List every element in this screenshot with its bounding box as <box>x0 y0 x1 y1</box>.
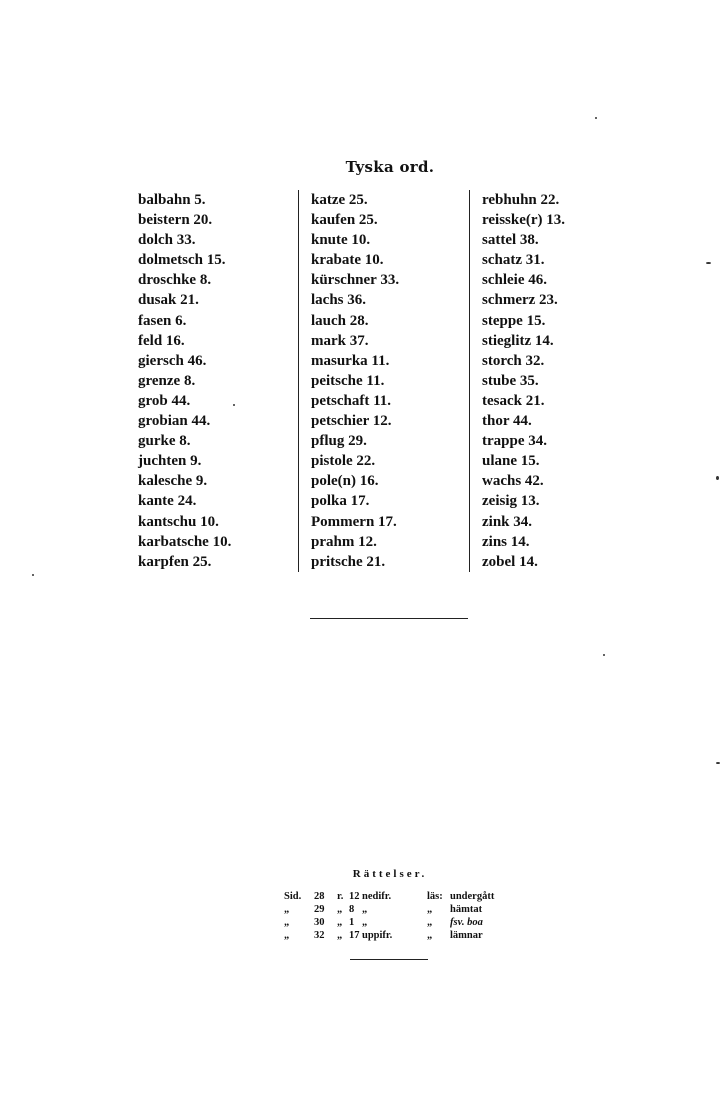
index-entry: pritsche 21. <box>311 553 386 570</box>
errata-sid: „ <box>284 917 290 928</box>
print-speck <box>595 117 597 119</box>
index-entry: zeisig 13. <box>482 493 540 510</box>
index-entry: petschier 12. <box>311 413 392 430</box>
index-column-1 <box>138 190 231 572</box>
errata-correction: undergått <box>450 891 495 902</box>
errata-correction: fsv. boa <box>450 917 483 928</box>
errata-correction: hämtat <box>450 904 483 915</box>
index-entry: droschke 8. <box>138 272 212 289</box>
index-entry: kantschu 10. <box>138 513 219 530</box>
index-column-2 <box>298 190 399 572</box>
index-entry: kaufen 25. <box>311 212 378 229</box>
index-entry: peitsche 11. <box>311 372 385 389</box>
index-entry: giersch 46. <box>138 352 207 369</box>
index-entry: steppe 15. <box>482 312 546 329</box>
errata-page: 29 <box>314 904 325 915</box>
errata-ref: „ <box>362 904 368 915</box>
index-entry: schatz 31. <box>482 252 545 269</box>
index-entry: grenze 8. <box>138 372 196 389</box>
index-entry: zink 34. <box>482 513 533 530</box>
index-entry: polka 17. <box>311 493 370 510</box>
index-entry: thor 44. <box>482 413 532 430</box>
index-entry: gurke 8. <box>138 433 191 450</box>
index-entry: dusak 21. <box>138 292 199 309</box>
errata-las: „ <box>427 930 433 941</box>
index-entry: zobel 14. <box>482 553 538 570</box>
errata-line: 8 <box>349 904 355 915</box>
index-entry: rebhuhn 22. <box>482 192 560 208</box>
errata-sid: „ <box>284 904 290 915</box>
errata-ref: nedifr. <box>362 891 392 902</box>
print-speck <box>233 404 235 406</box>
index-entry: storch 32. <box>482 352 545 369</box>
index-entry: dolmetsch 15. <box>138 252 226 269</box>
index-entry: reisske(r) 13. <box>482 212 566 229</box>
errata-line: 1 <box>349 917 355 928</box>
index-entry: fasen 6. <box>138 312 187 329</box>
errata-las: läs: <box>427 891 443 902</box>
index-entry: trappe 34. <box>482 433 547 450</box>
print-speck <box>706 262 711 264</box>
section-divider <box>310 618 468 619</box>
index-entry: Pommern 17. <box>311 513 397 530</box>
index-column-3 <box>469 190 565 572</box>
index-entry: juchten 9. <box>138 453 202 470</box>
index-entry: prahm 12. <box>311 533 377 550</box>
errata-page: 28 <box>314 891 325 902</box>
index-entry: knute 10. <box>311 232 371 249</box>
index-entry: karbatsche 10. <box>138 533 232 550</box>
index-entry: kalesche 9. <box>138 473 208 490</box>
index-entry: karpfen 25. <box>138 553 212 570</box>
errata-r: „ <box>337 904 343 915</box>
index-entry: krabate 10. <box>311 252 384 269</box>
index-entry: sattel 38. <box>482 232 539 249</box>
index-entry: grobian 44. <box>138 413 211 430</box>
index-entry: feld 16. <box>138 332 185 349</box>
index-entry: pistole 22. <box>311 453 376 470</box>
index-entry: pole(n) 16. <box>311 473 379 490</box>
index-entry: wachs 42. <box>482 473 544 490</box>
index-entry: schmerz 23. <box>482 292 558 309</box>
print-speck <box>716 476 719 480</box>
index-entry: zins 14. <box>482 533 530 550</box>
errata-r: „ <box>337 930 343 941</box>
errata-line: 17 <box>349 930 360 941</box>
print-speck <box>603 654 605 656</box>
errata-las: „ <box>427 917 433 928</box>
index-entry: mark 37. <box>311 332 369 349</box>
errata-r: r. <box>337 891 344 902</box>
index-entry: katze 25. <box>311 192 368 208</box>
index-entry: stube 35. <box>482 372 539 389</box>
page-title: Tyska ord. <box>345 158 435 176</box>
index-entry: masurka 11. <box>311 352 390 369</box>
errata-correction: lämnar <box>450 930 483 941</box>
errata-divider <box>350 959 428 960</box>
index-entry: ulane 15. <box>482 453 540 470</box>
errata-ref: uppifr. <box>362 930 393 941</box>
errata-page: 30 <box>314 917 325 928</box>
index-entry: lauch 28. <box>311 312 369 329</box>
index-entry: kante 24. <box>138 493 197 510</box>
errata-ref: „ <box>362 917 368 928</box>
index-entry: grob 44. <box>138 392 191 409</box>
index-entry: balbahn 5. <box>138 192 206 208</box>
print-speck <box>32 574 34 576</box>
index-entry: petschaft 11. <box>311 392 391 409</box>
index-entry: kürschner 33. <box>311 272 400 289</box>
index-entry: lachs 36. <box>311 292 367 309</box>
errata-r: „ <box>337 917 343 928</box>
errata-sid: Sid. <box>284 891 302 902</box>
index-entry: stieglitz 14. <box>482 332 554 349</box>
errata-page: 32 <box>314 930 325 941</box>
word-index-table <box>0 190 720 575</box>
index-entry: pflug 29. <box>311 433 367 450</box>
errata-sid: „ <box>284 930 290 941</box>
index-entry: tesack 21. <box>482 392 545 409</box>
errata-title: Rättelser. <box>352 868 428 880</box>
index-entry: schleie 46. <box>482 272 547 289</box>
errata-line: 12 <box>349 891 360 902</box>
index-entry: dolch 33. <box>138 232 196 249</box>
index-entry: beistern 20. <box>138 212 213 229</box>
print-speck <box>716 762 720 764</box>
errata-las: „ <box>427 904 433 915</box>
